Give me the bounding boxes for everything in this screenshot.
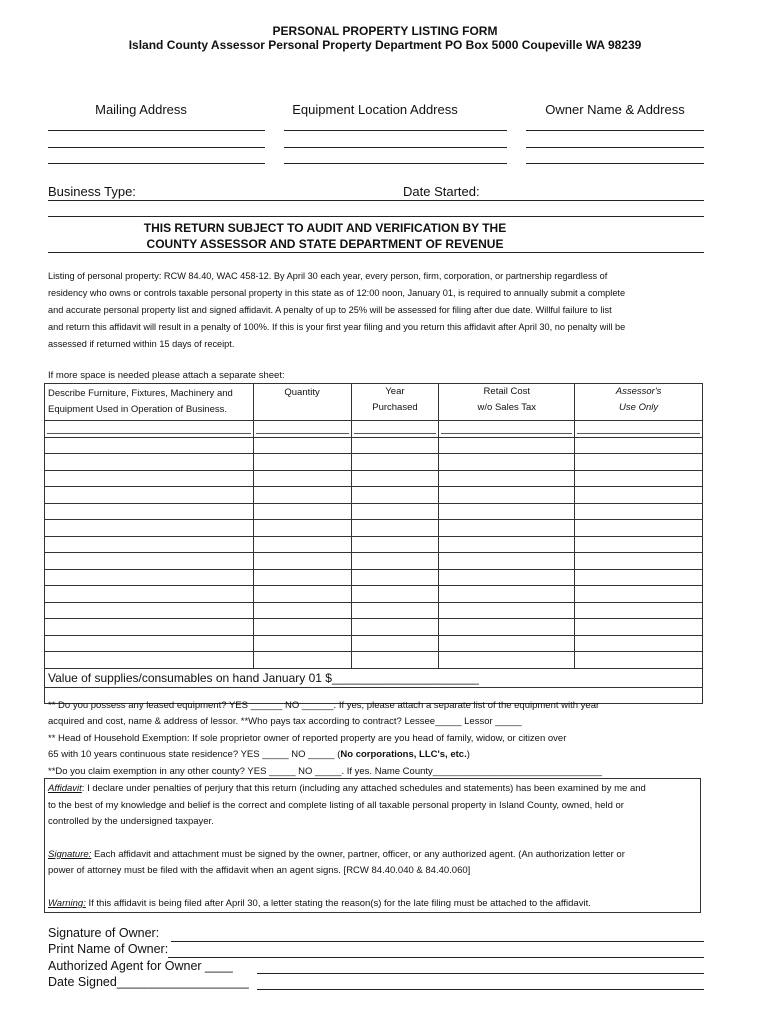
table-cell[interactable] — [439, 652, 575, 669]
table-cell[interactable] — [45, 536, 254, 553]
business-line[interactable] — [48, 200, 704, 201]
table-cell[interactable] — [253, 569, 351, 586]
table-cell[interactable] — [351, 487, 439, 504]
table-cell[interactable] — [45, 602, 254, 619]
date-signed-label: Date Signed___________________ — [48, 975, 249, 989]
table-cell[interactable] — [575, 421, 703, 438]
table-cell[interactable] — [439, 619, 575, 636]
table-cell[interactable] — [45, 487, 254, 504]
table-cell[interactable] — [575, 437, 703, 454]
owner-line-1[interactable] — [526, 130, 704, 131]
warning-label: Warning: — [48, 897, 86, 909]
table-cell[interactable] — [351, 536, 439, 553]
owner-line-2[interactable] — [526, 147, 704, 148]
table-cell[interactable] — [351, 520, 439, 537]
header-text: Purchased — [372, 402, 418, 413]
table-cell[interactable] — [439, 454, 575, 471]
owner-line-3[interactable] — [526, 163, 704, 164]
print-name-line[interactable] — [168, 957, 704, 958]
table-row — [45, 437, 703, 454]
fill-line — [577, 421, 700, 434]
table-cell[interactable] — [45, 553, 254, 570]
affidavit-text-line: : I declare under penalties of perjury that this return (including any attached schedules and statements) has been examined by me and — [81, 783, 646, 794]
table-cell[interactable] — [351, 586, 439, 603]
mailing-line-1[interactable] — [48, 130, 265, 131]
year-header — [351, 384, 439, 421]
header-text: Equipment Used in Operation of Business. — [48, 404, 228, 415]
table-cell[interactable] — [45, 520, 254, 537]
affidavit-box — [44, 778, 701, 913]
table-cell[interactable] — [45, 635, 254, 652]
warning-instruction — [48, 896, 698, 913]
table-cell[interactable] — [253, 503, 351, 520]
table-cell[interactable] — [439, 437, 575, 454]
table-cell[interactable] — [351, 437, 439, 454]
table-cell[interactable] — [253, 586, 351, 603]
warning-text-line: If this affidavit is being filed after April 30, a letter stating the reason(s) for the late filing must be attached to the affidavit. — [85, 897, 591, 909]
table-cell[interactable] — [253, 652, 351, 669]
table-header — [45, 384, 703, 421]
table-cell[interactable] — [439, 602, 575, 619]
table-cell[interactable] — [575, 652, 703, 669]
header-text: w/o Sales Tax — [477, 402, 536, 413]
table-cell[interactable] — [351, 569, 439, 586]
owner-address-label: Owner Name & Address — [545, 102, 685, 117]
paragraph-line: residency who owns or controls taxable personal property in this state as of 12:00 noon, January 01, is required to annually submit a complete — [48, 287, 626, 298]
equipment-address-label: Equipment Location Address — [292, 102, 458, 117]
table-cell[interactable] — [575, 536, 703, 553]
table-cell[interactable] — [351, 503, 439, 520]
equipment-line-1[interactable] — [284, 130, 507, 131]
table-cell[interactable] — [575, 586, 703, 603]
table-cell[interactable] — [439, 586, 575, 603]
table-row — [45, 470, 703, 487]
table-cell[interactable] — [253, 553, 351, 570]
leased-equipment-details: acquired and cost, name & address of lessor. **Who pays tax according to contract? Lessee_____ Lessor _____ — [48, 716, 522, 728]
fill-line — [441, 421, 572, 434]
table-cell[interactable] — [351, 635, 439, 652]
table-cell[interactable] — [351, 553, 439, 570]
household-text: ) — [466, 749, 470, 761]
paragraph-line: Listing of personal property: RCW 84.40, WAC 458-12. By April 30 each year, every person, firm, corporation, or partnership regardless of — [48, 271, 608, 281]
table-cell[interactable] — [351, 619, 439, 636]
table-cell[interactable] — [439, 536, 575, 553]
table-cell[interactable] — [351, 470, 439, 487]
date-signed-line[interactable] — [257, 989, 704, 990]
table-cell[interactable] — [253, 635, 351, 652]
table-cell[interactable] — [45, 454, 254, 471]
table-cell[interactable] — [351, 602, 439, 619]
paragraph-line: and accurate personal property list and signed affidavit. A penalty of up to 25% will be assessed for filing after due date. Willful failure to list — [48, 304, 612, 315]
quantity-header: Quantity — [253, 384, 351, 421]
table-row — [45, 553, 703, 570]
authorized-agent-line[interactable] — [257, 973, 704, 974]
fill-line — [47, 421, 251, 434]
table-cell[interactable] — [253, 421, 351, 438]
mailing-address-label: Mailing Address — [95, 102, 187, 117]
table-cell[interactable] — [253, 520, 351, 537]
table-cell[interactable] — [253, 470, 351, 487]
fill-line — [354, 421, 437, 434]
describe-header — [45, 384, 254, 421]
household-text: 65 with 10 years continuous state residence? YES _____ NO _____ ( — [48, 749, 341, 761]
table-cell[interactable] — [45, 569, 254, 586]
table-cell[interactable] — [351, 652, 439, 669]
header-text: Assessor's — [615, 386, 662, 397]
table-row — [45, 454, 703, 471]
form-subtitle: Island County Assessor Personal Property Department PO Box 5000 Coupeville WA 98239 — [128, 38, 642, 52]
equipment-line-3[interactable] — [284, 163, 507, 164]
table-row — [45, 421, 703, 438]
table-cell[interactable] — [575, 619, 703, 636]
table-cell[interactable] — [575, 553, 703, 570]
household-exemption-question: ** Head of Household Exemption: If sole proprietor owner of reported property are you head of family, widow, or citizen over — [48, 732, 567, 744]
table-cell[interactable] — [45, 652, 254, 669]
property-table — [44, 383, 703, 704]
affidavit-label: Affidavit — [48, 783, 82, 794]
table-row — [45, 586, 703, 603]
table-cell[interactable] — [439, 520, 575, 537]
table-cell[interactable] — [439, 421, 575, 438]
table-cell[interactable] — [253, 602, 351, 619]
authorized-agent-label: Authorized Agent for Owner ____ — [48, 959, 233, 973]
table-cell[interactable] — [575, 520, 703, 537]
signature-instruction — [48, 847, 698, 864]
table-cell[interactable] — [253, 536, 351, 553]
mailing-line-3[interactable] — [48, 163, 265, 164]
audit-notice-line2: COUNTY ASSESSOR AND STATE DEPARTMENT OF REVENUE — [146, 237, 504, 251]
divider — [48, 216, 704, 217]
table-cell[interactable] — [575, 487, 703, 504]
form-title: PERSONAL PROPERTY LISTING FORM — [272, 24, 498, 38]
affidavit-text-line: controlled by the undersigned taxpayer. — [48, 816, 214, 828]
table-row — [45, 520, 703, 537]
table-cell[interactable] — [575, 454, 703, 471]
affidavit-line — [48, 781, 698, 798]
table-cell[interactable] — [45, 586, 254, 603]
attach-sheet-note: If more space is needed please attach a separate sheet: — [48, 370, 285, 381]
table-cell[interactable] — [439, 470, 575, 487]
table-row — [45, 569, 703, 586]
leased-equipment-question: ** Do you possess any leased equipment? YES ______ NO ______. If yes, please attach a separate list of the equipment with year — [48, 700, 600, 711]
table-cell[interactable] — [45, 437, 254, 454]
table-cell[interactable] — [45, 619, 254, 636]
table-cell[interactable] — [575, 470, 703, 487]
table-cell[interactable] — [45, 503, 254, 520]
table-cell[interactable] — [439, 635, 575, 652]
table-cell[interactable] — [253, 487, 351, 504]
signature-label: Signature: — [48, 848, 92, 860]
audit-notice-line1: THIS RETURN SUBJECT TO AUDIT AND VERIFICATION BY THE — [143, 221, 507, 235]
business-type-label: Business Type: — [48, 184, 136, 199]
fill-line — [256, 421, 349, 434]
supplies-value-field[interactable]: Value of supplies/consumables on hand January 01 $______________________ — [45, 668, 703, 687]
table-cell[interactable] — [253, 619, 351, 636]
supplies-row — [45, 668, 703, 687]
header-text: Use Only — [619, 402, 659, 413]
header-text: Year — [385, 386, 405, 397]
table-cell[interactable] — [439, 569, 575, 586]
table-cell[interactable] — [575, 635, 703, 652]
no-corporations-note: No corporations, LLC's, etc. — [340, 749, 467, 761]
other-county-exemption-question: **Do you claim exemption in any other county? YES _____ NO _____. If yes. Name County________________________________ — [48, 765, 602, 777]
table-cell[interactable] — [253, 454, 351, 471]
table-row — [45, 602, 703, 619]
table-cell[interactable] — [45, 470, 254, 487]
cost-header — [439, 384, 575, 421]
signature-text-line: Each affidavit and attachment must be signed by the owner, partner, officer, or any authorized agent. (An authorization letter or — [91, 848, 625, 860]
table-row — [45, 619, 703, 636]
affidavit-text-line: to the best of my knowledge and belief is the correct and complete listing of all taxable personal property in Island County, owned, held or — [48, 799, 624, 811]
date-started-label: Date Started: — [403, 184, 480, 199]
signature-of-owner-label: Signature of Owner: — [48, 926, 160, 940]
divider — [48, 252, 704, 253]
table-cell[interactable] — [439, 503, 575, 520]
mailing-line-2[interactable] — [48, 147, 265, 148]
table-row — [45, 652, 703, 669]
paragraph-line: and return this affidavit will result in a penalty of 100%. If this is your first year filing and you return this affidavit after April 30, no penalty will be — [48, 321, 626, 332]
table-row — [45, 503, 703, 520]
table-cell[interactable] — [575, 602, 703, 619]
paragraph-line: assessed if returned within 15 days of receipt. — [48, 338, 235, 349]
questions-block — [48, 698, 602, 780]
table-cell[interactable] — [575, 503, 703, 520]
table-cell[interactable] — [253, 437, 351, 454]
header-text: Retail Cost — [483, 386, 531, 397]
signature-text-line: power of attorney must be filed with the affidavit when an agent signs. [RCW 84.40.040 & 84.40.060] — [48, 865, 471, 877]
affidavit-text — [48, 781, 698, 913]
print-name-label: Print Name of Owner: — [48, 942, 169, 956]
table-cell[interactable] — [439, 553, 575, 570]
table-cell[interactable] — [439, 487, 575, 504]
table-row — [45, 487, 703, 504]
table-cell[interactable] — [575, 569, 703, 586]
equipment-line-2[interactable] — [284, 147, 507, 148]
assessor-header — [575, 384, 703, 421]
table-cell[interactable] — [351, 454, 439, 471]
table-row — [45, 635, 703, 652]
household-exemption-residence — [48, 747, 602, 763]
table-cell[interactable] — [351, 421, 439, 438]
listing-paragraph — [48, 268, 688, 353]
table-cell[interactable] — [45, 421, 254, 438]
signature-of-owner-line[interactable] — [171, 941, 704, 942]
table-row — [45, 536, 703, 553]
header-text: Describe Furniture, Fixtures, Machinery and — [48, 388, 233, 399]
